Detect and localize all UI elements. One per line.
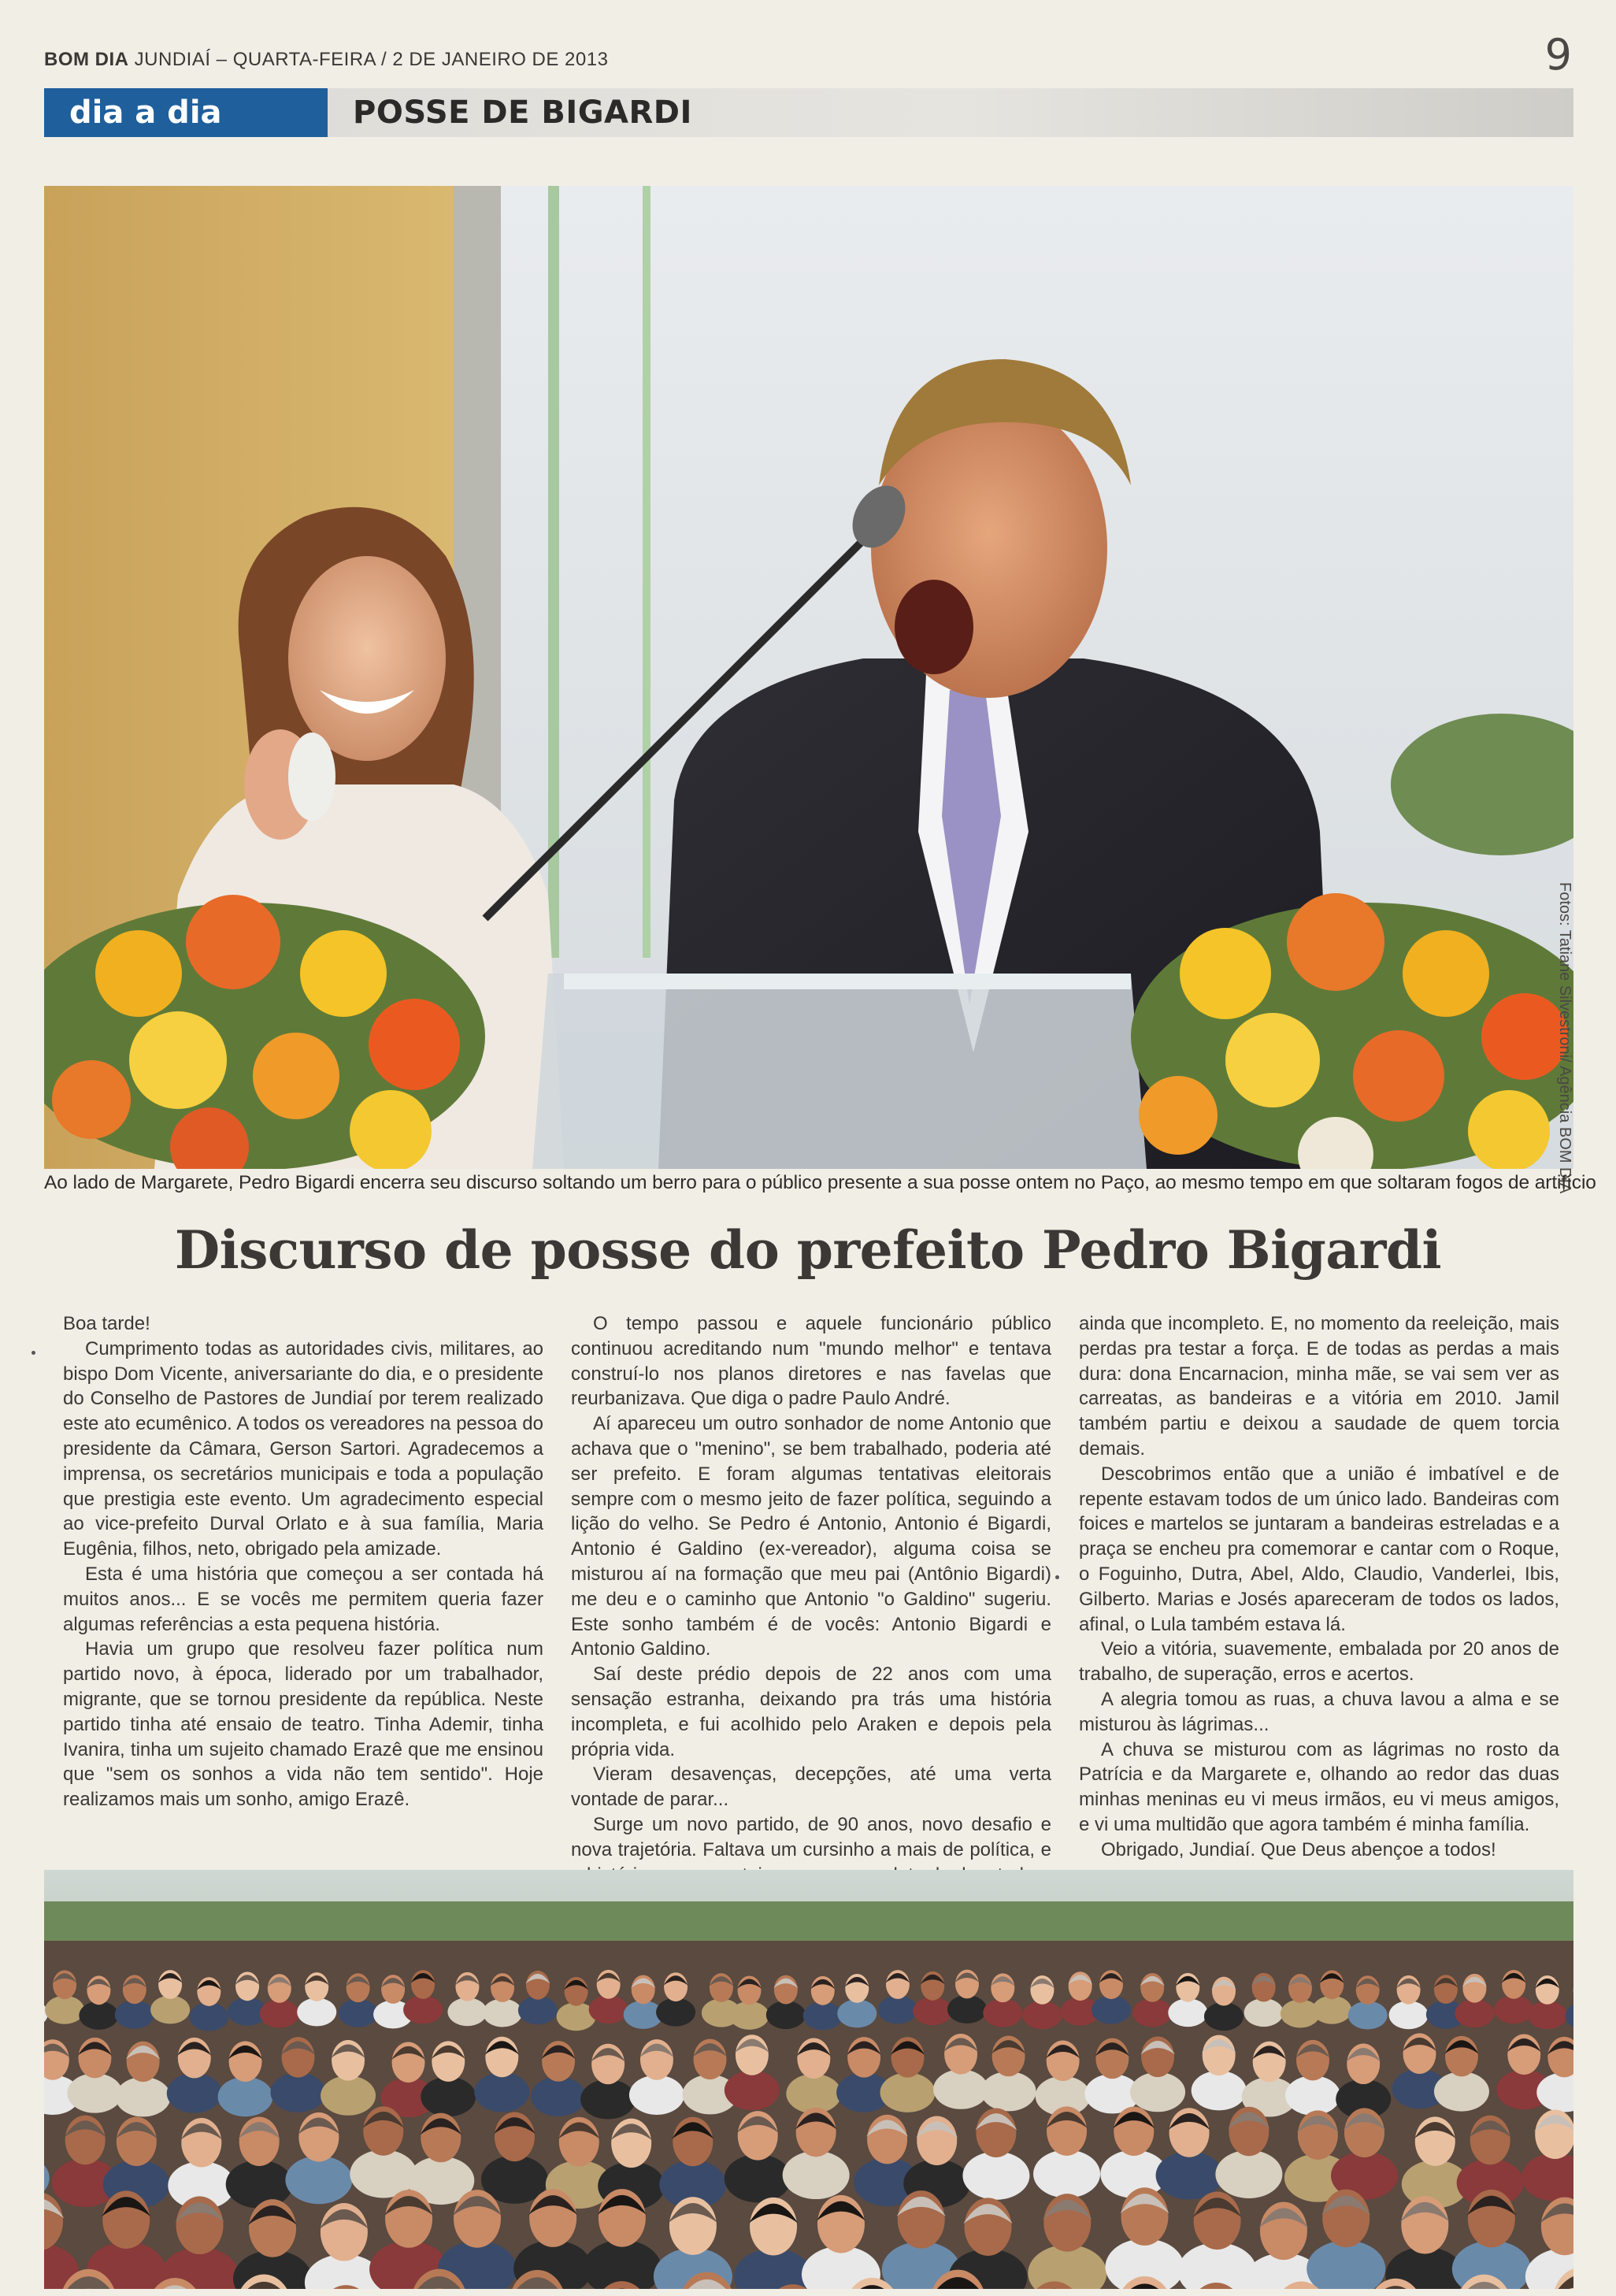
paragraph: Cumprimento todas as autoridades civis, militares, ao bispo Dom Vicente, aniversariante do dia, e o presidente do Conselho de Pastores de Jundiaí por terem realizado este ato ecumênico. A todos os vereadores na pessoa do presidente da Câmara, Gerson Sartori. Agradecemos a imprensa, os secretários municipais e toda a população que prestigia este evento. Um agradecimento especial ao vice-prefeito Durval Orlato e à sua família, Maria Eugênia, filhos, neto, obrigado pela amizade. xyxy=(63,1337,543,1560)
article-column-2 xyxy=(571,1311,1051,1887)
paragraph: Saí deste prédio depois de 22 anos com uma sensação estranha, deixando pra trás uma história incompleta, e fui acolhido pelo Araken e depois pela própria vida. xyxy=(571,1664,1051,1760)
crowd-person-body xyxy=(45,1996,84,2024)
crowd-person-body xyxy=(167,2073,222,2112)
crowd-person-body xyxy=(933,2069,988,2109)
article-column-3 xyxy=(1079,1311,1559,1863)
crowd-person-body xyxy=(766,2001,806,2029)
crowd-person-body xyxy=(421,2077,476,2116)
crowd-person-body xyxy=(656,1998,695,2027)
page-number: 9 xyxy=(1544,30,1572,80)
crowd-person-body xyxy=(1244,1998,1284,2027)
section-tag: dia a dia xyxy=(44,88,328,137)
crowd-person-body xyxy=(339,1999,378,2027)
crowd-person-body xyxy=(518,1996,558,2024)
crowd-person-body xyxy=(297,1998,336,2027)
crowd-person-body xyxy=(1455,1999,1494,2027)
paragraph: O tempo passou e aquele funcionário público continuou acreditando num "mundo melhor" e tentava construí-lo nos planos diretores e nas favelas que reurbanizava. Que diga o padre Paulo André. xyxy=(571,1313,1051,1410)
crowd-person-body xyxy=(725,2154,791,2202)
crowd-person-body xyxy=(913,1997,952,2025)
paragraph: Havia um grupo que resolveu fazer política num partido novo, à época, liderado por um trabalhador, migrante, que se tornou presidente da república. Neste partido tinha até ensaio de teatro. Tinha Ademir, tinha Ivanira, tinha um sujeito chamado Erazê que me ensinou que "sem os sonhos a vida não tem sentido". Hoje realizamos mais um sonho, amigo Erazê. xyxy=(63,1638,543,1811)
crowd-person-body xyxy=(962,2152,1029,2200)
crowd-person-body xyxy=(67,2073,122,2112)
photo-credit: Fotos: Tatiane Silvestroni/ Agência BOM DIA xyxy=(1556,882,1573,1194)
crowd-person-body xyxy=(1389,2001,1429,2029)
crowd-person-body xyxy=(1204,2002,1244,2031)
crowd-person-body xyxy=(1132,1998,1172,2027)
crowd-person-body xyxy=(837,1999,877,2027)
crowd-person-body xyxy=(1348,2001,1388,2030)
paragraph: Aí apareceu um outro sonhador de nome Antonio que achava que o "menino", se bem trabalhado, poderia até ser prefeito. E foram algumas tentativas eleitorais sempre com o mesmo jeito de fazer política, seguindo a lição do velho. Se Pedro é Antonio, Antonio é Bigardi, Antonio é Galdino (ex-vereador), alguma coisa se misturou aí na formação que meu pai (Antônio Bigardi) me deu e o caminho que Antonio "o Galdino" sugeriu. Este sonho também é de vocês: Antonio Bigardi e Antonio Galdino. xyxy=(571,1413,1051,1660)
print-speck xyxy=(1055,1575,1059,1579)
crowd-person-body xyxy=(1215,2150,1282,2198)
crowd-person-body xyxy=(786,2074,841,2113)
crowd-person-body xyxy=(1130,2072,1185,2112)
main-photo xyxy=(44,186,1573,1169)
speaker-at-podium-photo-icon xyxy=(44,186,1573,1169)
dateline xyxy=(44,49,1533,71)
crowd-person-body xyxy=(629,2075,684,2115)
crowd-person-body xyxy=(1312,1996,1351,2024)
section-band xyxy=(44,88,1573,137)
paragraph: A alegria tomou as ruas, a chuva lavou a alma e se misturou às lágrimas... xyxy=(1079,1688,1559,1735)
dateline-text: JUNDIAÍ – QUARTA-FEIRA / 2 DE JANEIRO DE 2013 xyxy=(134,49,609,70)
photo-caption: Ao lado de Margarete, Pedro Bigardi encerra seu discurso soltando um berro para o público presente a sua posse ontem no Paço, ao mesmo tempo em que soltaram fogos de artifício xyxy=(44,1172,1596,1193)
crowd-person-body xyxy=(878,1996,917,2024)
headline: Discurso de posse do prefeito Pedro Bigardi xyxy=(174,1219,1442,1281)
crowd-person-body xyxy=(1285,2075,1340,2115)
crowd-person-body xyxy=(730,2001,769,2030)
paragraph: ainda que incompleto. E, no momento da reeleição, mais perdas pra testar a força. E de todas as perdas a mais dura: dona Encarnacion, minha mãe, se vai sem ver as carreatas, as bandeiras e a vitória em 2010. Jamil também partiu e deixou a saudade de quem torcia demais. xyxy=(1079,1313,1559,1460)
crowd-person-body xyxy=(1434,2072,1489,2111)
crowd-person-body xyxy=(115,2001,154,2029)
crowd-person-body xyxy=(1494,1995,1533,2023)
section-title: POSSE DE BIGARDI xyxy=(353,95,692,131)
crowd-person-body xyxy=(1022,2001,1062,2029)
paragraph: Descobrimos então que a união é imbatível e de repente estavam todos de um único lado. Bandeiras com foices e martelos se juntaram a bandeiras estreladas e a praça se encheu pra comemorar e cantar com o Roque, o Foguinho, Dutra, Abel, Aldo, Claudio, Vanderlei, Ibis, Gilberto. Marias e Josés apareceram de todos os lados, afinal, o Lula também estava lá. xyxy=(1079,1463,1559,1635)
crowd-person-body xyxy=(403,1995,443,2023)
crowd-person-body xyxy=(983,1999,1022,2027)
crowd-person-body xyxy=(981,2072,1036,2111)
crowd-person-body xyxy=(1033,2149,1100,2198)
crowd-person-body xyxy=(725,2071,780,2110)
crowd-person-body xyxy=(474,2072,529,2112)
crowd-person-body xyxy=(79,2001,118,2030)
crowd-person-body xyxy=(1168,1998,1207,2027)
crowd-person-body xyxy=(150,1996,190,2024)
crowd-photo xyxy=(44,1870,1573,2289)
crowd-person-body xyxy=(880,2072,936,2112)
crowd-person-body xyxy=(783,2151,850,2199)
crowd-person-body xyxy=(260,1999,299,2027)
crowd-person-body xyxy=(116,2077,171,2116)
print-speck xyxy=(32,1351,35,1355)
crowd-person-body xyxy=(1528,2001,1567,2029)
crowd-person-body xyxy=(447,1997,487,2026)
crowd-audience-photo-icon xyxy=(44,1870,1573,2289)
crowd-person-body xyxy=(580,2079,636,2119)
crowd-person-body xyxy=(321,2075,376,2115)
paragraph: Vieram desavenças, decepções, até uma verta vontade de parar... xyxy=(571,1764,1051,1811)
article-column-1 xyxy=(63,1311,543,1812)
paragraph: Obrigado, Jundiaí. Que Deus abençoe a todos! xyxy=(1101,1838,1496,1860)
paragraph: Veio a vitória, suavemente, embalada por 20 anos de trabalho, de superação, erros e acertos. xyxy=(1079,1638,1559,1686)
crowd-person-body xyxy=(947,1995,987,2023)
crowd-person-body xyxy=(803,2001,843,2030)
crowd-person-body xyxy=(218,2077,273,2116)
crowd-person-body xyxy=(285,2156,352,2204)
crowd-person-body xyxy=(270,2072,325,2112)
crowd-person-body xyxy=(226,2161,293,2209)
crowd-person-body xyxy=(1092,1996,1131,2024)
paragraph: Boa tarde! xyxy=(63,1313,150,1334)
crowd-person-body xyxy=(589,1995,628,2023)
paragraph: Surge um novo partido, de 90 anos, novo desafio e nova trajetória. Faltava um cursinho a mais de política, e xyxy=(571,1813,1051,1860)
crowd-person-body xyxy=(189,2003,228,2031)
crowd-person-body xyxy=(531,2077,586,2116)
brand-name: BOM DIA xyxy=(44,49,129,70)
crowd-person-body xyxy=(1192,2071,1247,2110)
article-body xyxy=(63,1311,1559,1860)
paragraph: Esta é uma história que começou a ser contada há muitos anos... E se vocês me permitem queria fazer algumas referências a esta pequena história. xyxy=(63,1563,543,1635)
paragraph: A chuva se misturou com as lágrimas no rosto da Patrícia e da Margarete e, olhando ao redor das duas minhas meninas eu vi meus irmãos, eu vi meus amigos, e vi uma multidão que agora também é minha família. xyxy=(1079,1738,1559,1835)
crowd-person-body xyxy=(483,1999,522,2027)
